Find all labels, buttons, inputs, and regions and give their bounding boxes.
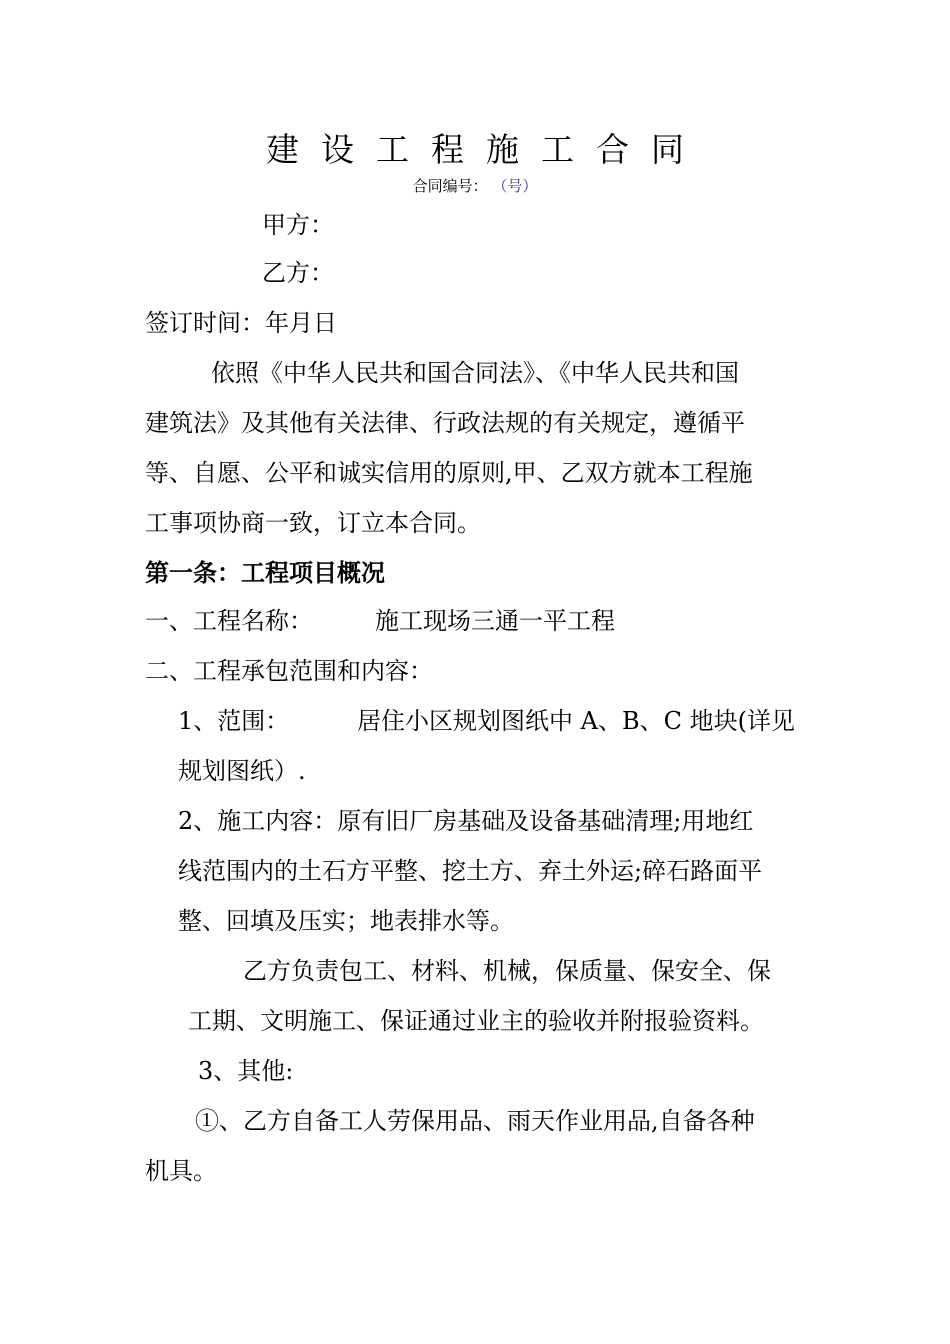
sign-date: 签订时间：年月日 xyxy=(145,309,337,337)
party-a: 甲方： xyxy=(262,211,334,239)
preamble-line-3: 等、自愿、公平和诚实信用的原则,甲、乙双方就本工程施 xyxy=(145,459,753,487)
preamble-line-1: 依照《中华人民共和国合同法》、《中华人民共和国 xyxy=(211,359,739,387)
other-item-1-line-2: 机具。 xyxy=(145,1157,217,1185)
contract-title: 建设工程施工合同 xyxy=(266,130,706,169)
preamble-line-2: 建筑法》及其他有关法律、行政法规的有关规定，遵循平 xyxy=(145,409,745,437)
contractor-resp-line-1: 乙方负责包工、材料、机械，保质量、保安全、保 xyxy=(243,957,771,985)
contractor-resp-line-2: 工期、文明施工、保证通过业主的验收并附报验资料。 xyxy=(188,1007,764,1035)
contract-number xyxy=(0,176,950,196)
other-heading: 3、其他: xyxy=(198,1057,294,1085)
other-item-1-line-1: ①、乙方自备工人劳保用品、雨天作业用品,自备各种 xyxy=(195,1107,755,1135)
contract-number-label: 合同编号： xyxy=(412,177,488,195)
project-name-value: 施工现场三通一平工程 xyxy=(375,607,615,635)
project-name-label: 一、工程名称： xyxy=(145,607,313,635)
scope-item-2-line-3: 整、回填及压实；地表排水等。 xyxy=(178,907,514,935)
preamble-line-4: 工事项协商一致，订立本合同。 xyxy=(145,509,481,537)
scope-heading: 二、工程承包范围和内容： xyxy=(145,657,433,685)
scope-item-1-cont: 规划图纸）. xyxy=(178,757,306,785)
article-1-heading: 第一条：工程项目概况 xyxy=(145,558,385,587)
scope-item-1-label: 1、范围： xyxy=(178,707,290,735)
party-b: 乙方： xyxy=(262,259,334,287)
scope-item-1-value: 居住小区规划图纸中 A、B、C 地块(详见 xyxy=(357,707,795,735)
contract-number-value: （号） xyxy=(492,177,538,195)
scope-item-2-line-2: 线范围内的土石方平整、挖土方、弃土外运;碎石路面平 xyxy=(178,857,763,885)
scope-item-2-line-1: 2、施工内容：原有旧厂房基础及设备基础清理;用地红 xyxy=(178,807,754,835)
